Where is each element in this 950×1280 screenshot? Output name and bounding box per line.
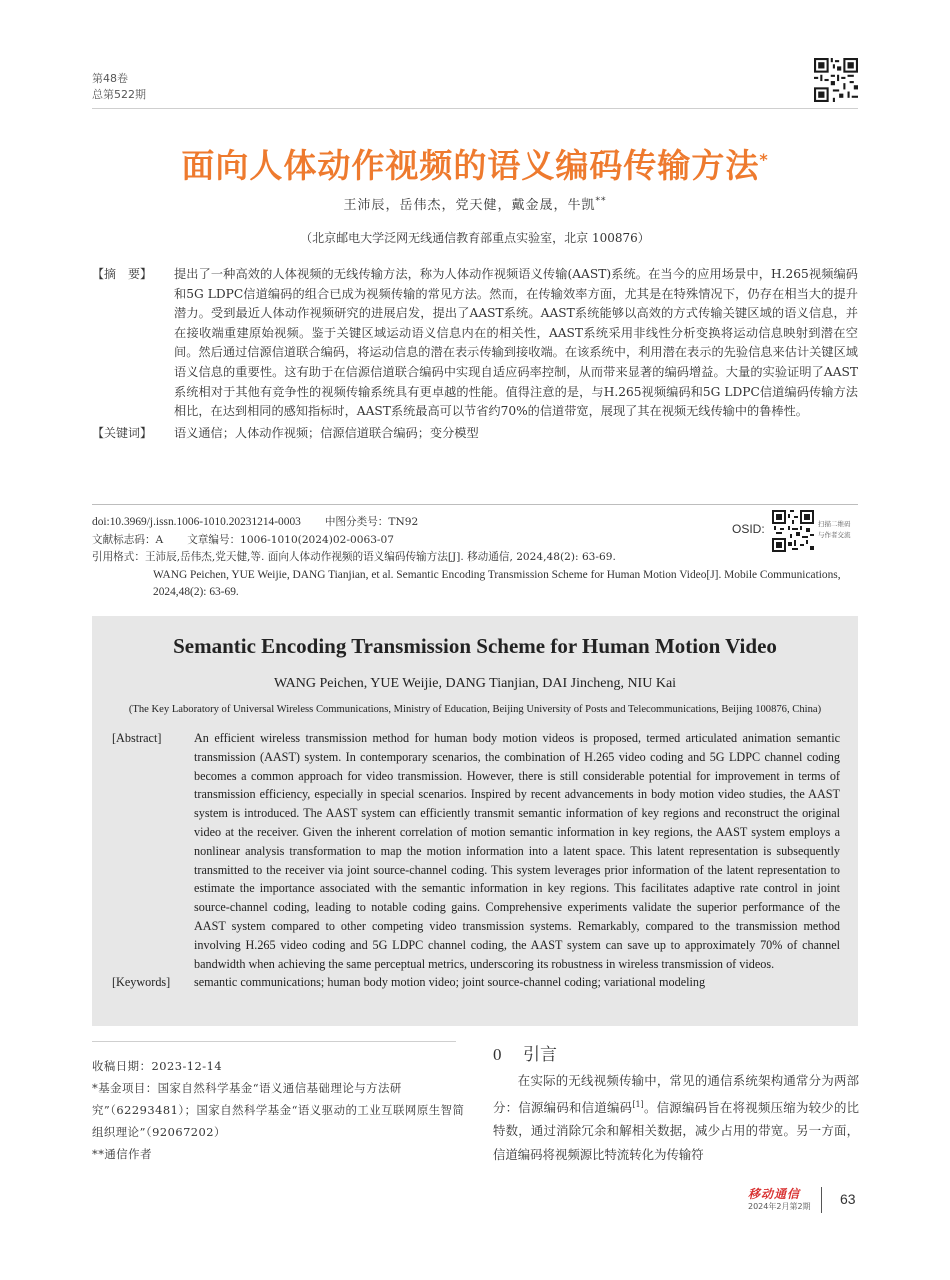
doi: doi:10.3969/j.issn.1006-1010.20231214-0003 xyxy=(92,516,301,528)
english-abstract-box xyxy=(92,616,858,1026)
cn-abstract-text: 提出了一种高效的人体视频的无线传输方法，称为人体动作视频语义传输(AAST)系统。在当今的应用场景中，H.265视频编码和5G LDPC信道编码的组合已成为视频传输的常见方法。然而，在传输效率方面，尤其是在特殊情况下，仍存在相当大的提升潜力。受到最近人体动作视频研究的进展启发，提出了AAST系统。AAST系统能够以高效的方式传输关键区域的语义信息，并在接收端重建原始视频。鉴于关键区域运动语义信息内在的相关性，AAST系统采用非线性分析变换将运动信息映射到潜在空间。然后通过信源信道联合编码，将运动信息的潜在表示传输到接收端。在该系统中，利用潜在表示的先验信息来估计关键区域语义信息的重要性。这有助于在信源信道联合编码中实现自适应码率控制，从而带来显著的编码增益。大量的实验证明了AAST系统相对于其他有竞争性的视频传输系统具有更卓越的性能。值得注意的是，与H.265视频编码和5G LDPC信道编码传输方法相比，在达到相同的感知指标时，AAST系统最高可以节省约70%的信道带宽，展现了其在视频无线传输中的鲁棒性。 xyxy=(174,267,858,419)
title-text: 面向人体动作视频的语义编码传输方法 xyxy=(181,146,760,185)
en-keywords-label: [Keywords] xyxy=(112,975,171,990)
intro-text-a: 在实际的无线视频传输中，常见的通信系统架构通常分为两部分：信源编码和信道编码 xyxy=(493,1073,859,1115)
document-code: 文献标志码：A xyxy=(92,533,164,546)
en-affiliation: (The Key Laboratory of Universal Wireless Communications, Ministry of Education, Beijing University of Posts and Telecommunications, Beijing 100876, China) xyxy=(128,704,822,715)
issue-info xyxy=(92,71,146,103)
article-title xyxy=(0,140,950,187)
reference-mark: [1] xyxy=(632,1099,644,1109)
volume-label: 第48卷 xyxy=(92,72,128,85)
article-number: 文章编号：1006-1010(2024)02-0063-07 xyxy=(187,533,394,546)
fund-note: *基金项目：国家自然科学基金“语义通信基础理论与方法研究”（62293481）；国家自然科学基金“语义驱动的工业互联网原生智简组织理论”（92067202） xyxy=(92,1081,465,1139)
en-abstract-label: [Abstract] xyxy=(112,731,162,745)
cn-abstract xyxy=(92,265,858,443)
citation-en: WANG Peichen, YUE Weijie, DANG Tianjian, et al. Semantic Encoding Transmission Scheme for Human Motion Video[J]. Mobile Communications, 2024,48(2): 63-69. xyxy=(153,568,841,598)
footnotes xyxy=(92,1055,467,1165)
cn-keywords-label: 【关键词】 xyxy=(92,425,153,440)
osid-label: OSID: xyxy=(732,522,765,536)
scan-hint-line2: 与作者交流 xyxy=(818,531,851,539)
section-heading xyxy=(493,1040,557,1065)
received-date: 收稿日期：2023-12-14 xyxy=(92,1059,223,1073)
corresponding-author-note: **通信作者 xyxy=(92,1147,152,1161)
cn-abstract-label: 【摘 要】 xyxy=(92,267,153,281)
authors-footnote-mark: ** xyxy=(595,196,607,207)
cn-keywords-text: 语义通信；人体动作视频；信源信道联合编码；变分模型 xyxy=(174,425,479,440)
affiliation: （北京邮电大学泛网无线通信教育部重点实验室，北京 100876） xyxy=(300,231,650,245)
citation-cn: 王沛辰,岳伟杰,党天健,等. 面向人体动作视频的语义编码传输方法[J]. 移动通信, 2024,48(2): 63-69. xyxy=(144,551,616,563)
en-abstract xyxy=(112,729,840,992)
en-abstract-text: An efficient wireless transmission method for human body motion videos is proposed, termed articulated animation semantic transmission (AAST) system. In contemporary scenarios, the combination of H.265 video coding and 5G LDPC channel coding becomes a common approach for video transmission. However, there is still considerable potential for improvement in terms of transmission efficiency, especially in special scenarios. Inspired by recent advancements in body motion video studies, the AAST system is introduced. The AAST system can efficiently transmit semantic information of key regions and reconstruct the original video at the receiver. Given the inherent correlation of motion semantic information in key regions, the AAST system employs a nonlinear analysis transformation to map the motion information into a latent space. This latent representation is subsequently transmitted to the receiver via joint source-channel coding. This system leverages prior information of the latent representation to estimate the importance associated with the semantic information in key regions. This facilitates adaptive rate control in joint source-channel coding, leading to notable coding gains. Comprehensive experiments validate the superior performance of the AAST system compared to other competing video transmission systems. Remarkably, compared to the transmission method involving H.265 video coding and 5G LDPC channel coding, the AAST system can save up to approximately 70% of channel bandwidth when achieving the same perceptual metrics, underscoring its robustness in wireless transmission of videos. xyxy=(194,731,840,971)
en-keywords-text: semantic communications; human body motion video; joint source-channel coding; variational modeling xyxy=(194,975,706,990)
page-number: 63 xyxy=(840,1191,856,1207)
page-footer xyxy=(740,1185,860,1215)
scan-hint xyxy=(818,519,851,541)
osid-qr-code-icon xyxy=(772,510,814,552)
clc-number: 中图分类号：TN92 xyxy=(324,516,419,528)
en-authors: WANG Peichen, YUE Weijie, DANG Tianjian, DAI Jincheng, NIU Kai xyxy=(273,676,677,691)
journal-issue-date: 2024年2月第2期 xyxy=(748,1202,811,1211)
intro-paragraph xyxy=(493,1069,859,1166)
footnote-divider xyxy=(92,1041,456,1042)
intro-text-b: 。信源编码旨在将视频压缩为较少的比特数，通过消除冗余和解相关数据，减少占用的带宽。另一方面，信道编码将视频源比特流转化为传输符 xyxy=(493,1099,860,1162)
issue-total-label: 总第522期 xyxy=(92,88,146,101)
scan-hint-line1: 扫描二维码 xyxy=(818,520,851,528)
header-divider xyxy=(92,108,858,109)
abstract-divider xyxy=(92,504,858,505)
journal-brand: 移动通信 xyxy=(748,1187,801,1201)
authors xyxy=(0,194,950,213)
authors-text: 王沛辰，岳伟杰，党天健，戴金晟，牛凯 xyxy=(343,198,596,213)
section-number: 0 xyxy=(493,1045,502,1064)
en-title: Semantic Encoding Transmission Scheme for Human Motion Video xyxy=(173,634,777,658)
section-title: 引言 xyxy=(523,1045,557,1065)
title-footnote-mark: * xyxy=(759,150,769,169)
qr-code-icon xyxy=(814,58,858,102)
footer-divider xyxy=(821,1187,822,1213)
citation-label: 引用格式： xyxy=(92,551,145,563)
